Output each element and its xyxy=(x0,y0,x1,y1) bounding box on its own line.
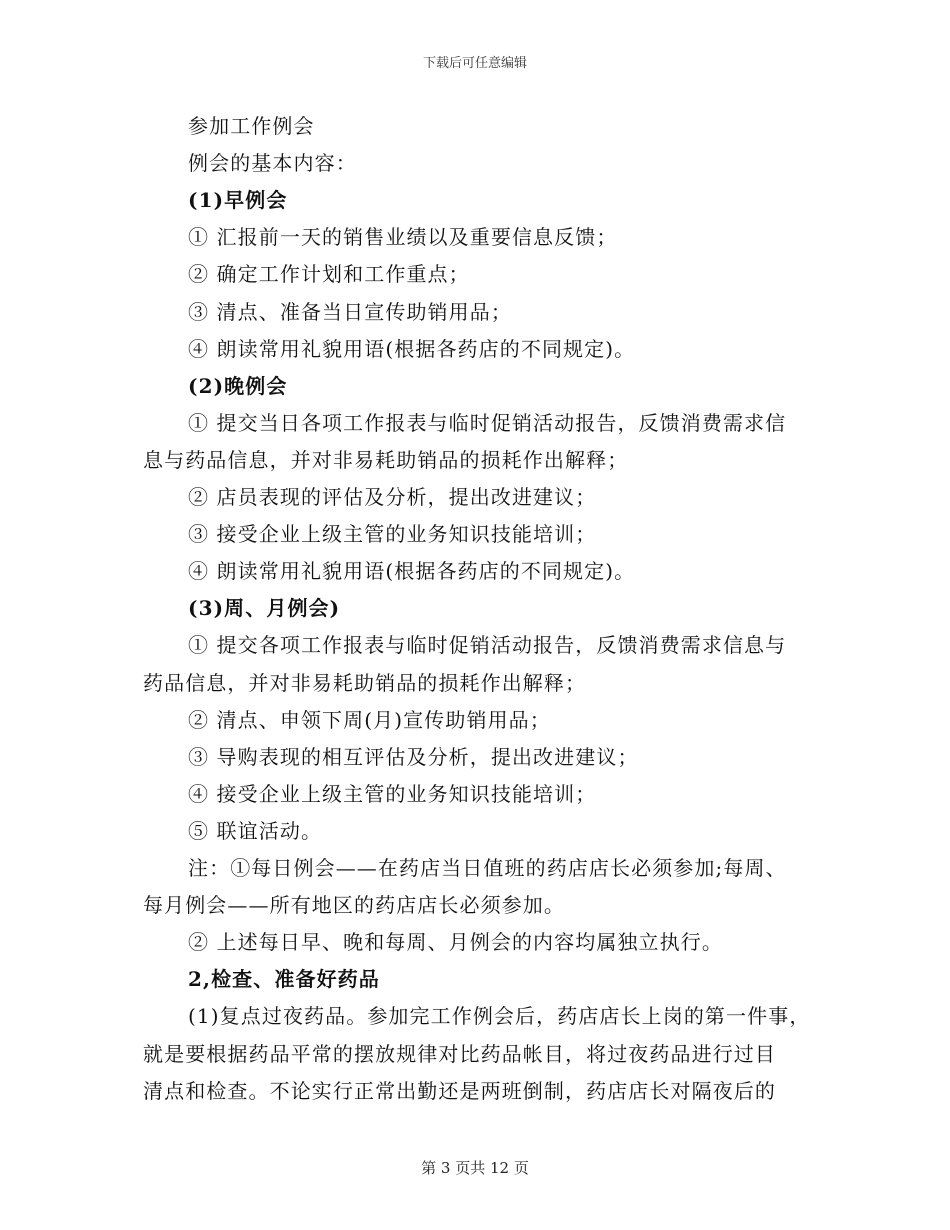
paragraph-line: ① 提交当日各项工作报表与临时促销活动报告，反馈消费需求信 xyxy=(188,410,787,435)
paragraph-line: ④ 接受企业上级主管的业务知识技能培训； xyxy=(188,781,597,806)
paragraph-line: 参加工作例会 xyxy=(188,114,315,138)
paragraph-line: ② 确定工作计划和工作重点； xyxy=(188,262,470,287)
paragraph-line: ② 店员表现的评估及分析，提出改进建议； xyxy=(188,485,597,509)
paragraph-line: ③ 导购表现的相互评估及分析，提出改进建议； xyxy=(188,744,639,769)
paragraph-line: 清点和检查。不论实行正常出勤还是两班倒制，药店店长对隔夜后的 xyxy=(143,1078,776,1103)
paragraph-line: ② 清点、申领下周(月)宣传助销用品； xyxy=(188,707,551,732)
paragraph-line: ④ 朗读常用礼貌用语(根据各药店的不同规定)。 xyxy=(188,559,636,584)
section-heading: (3)周、月例会) xyxy=(188,596,341,621)
paragraph-line: ⑤ 联谊活动。 xyxy=(188,818,323,843)
paragraph-line: ③ 接受企业上级主管的业务知识技能培训； xyxy=(188,522,597,547)
paragraph-line: (1)复点过夜药品。参加完工作例会后，药店店长上岗的第一件事， xyxy=(188,1004,811,1029)
section-heading: (2)晚例会 xyxy=(188,373,288,398)
paragraph-line: 药品信息，并对非易耗助销品的损耗作出解释； xyxy=(143,670,587,695)
paragraph-line: ① 提交各项工作报表与临时促销活动报告，反馈消费需求信息与 xyxy=(188,633,787,658)
paragraph-line: ① 汇报前一天的销售业绩以及重要信息反馈； xyxy=(188,225,618,250)
paragraph-line: 注：①每日例会——在药店当日值班的药店店长必须参加;每周、 xyxy=(188,856,787,880)
page-header: 下载后可任意编辑 xyxy=(422,56,527,71)
section-heading: (1)早例会 xyxy=(188,188,288,213)
paragraph-line: 每月例会——所有地区的药店店长必须参加。 xyxy=(143,893,565,918)
paragraph-line: 例会的基本内容： xyxy=(188,151,357,176)
paragraph-line: 就是要根据药品平常的摆放规律对比药品帐目，将过夜药品进行过目 xyxy=(143,1041,776,1066)
paragraph-line: ② 上述每日早、晚和每周、月例会的内容均属独立执行。 xyxy=(188,930,723,955)
paragraph-line: 息与药品信息，并对非易耗助销品的损耗作出解释； xyxy=(143,447,629,472)
paragraph-line: ③ 清点、准备当日宣传助销用品； xyxy=(188,299,512,324)
page-footer: 第 3 页共 12 页 xyxy=(421,1159,529,1177)
section-heading: 2,检查、准备好药品 xyxy=(188,967,380,992)
paragraph-line: ④ 朗读常用礼貌用语(根据各药店的不同规定)。 xyxy=(188,336,636,361)
